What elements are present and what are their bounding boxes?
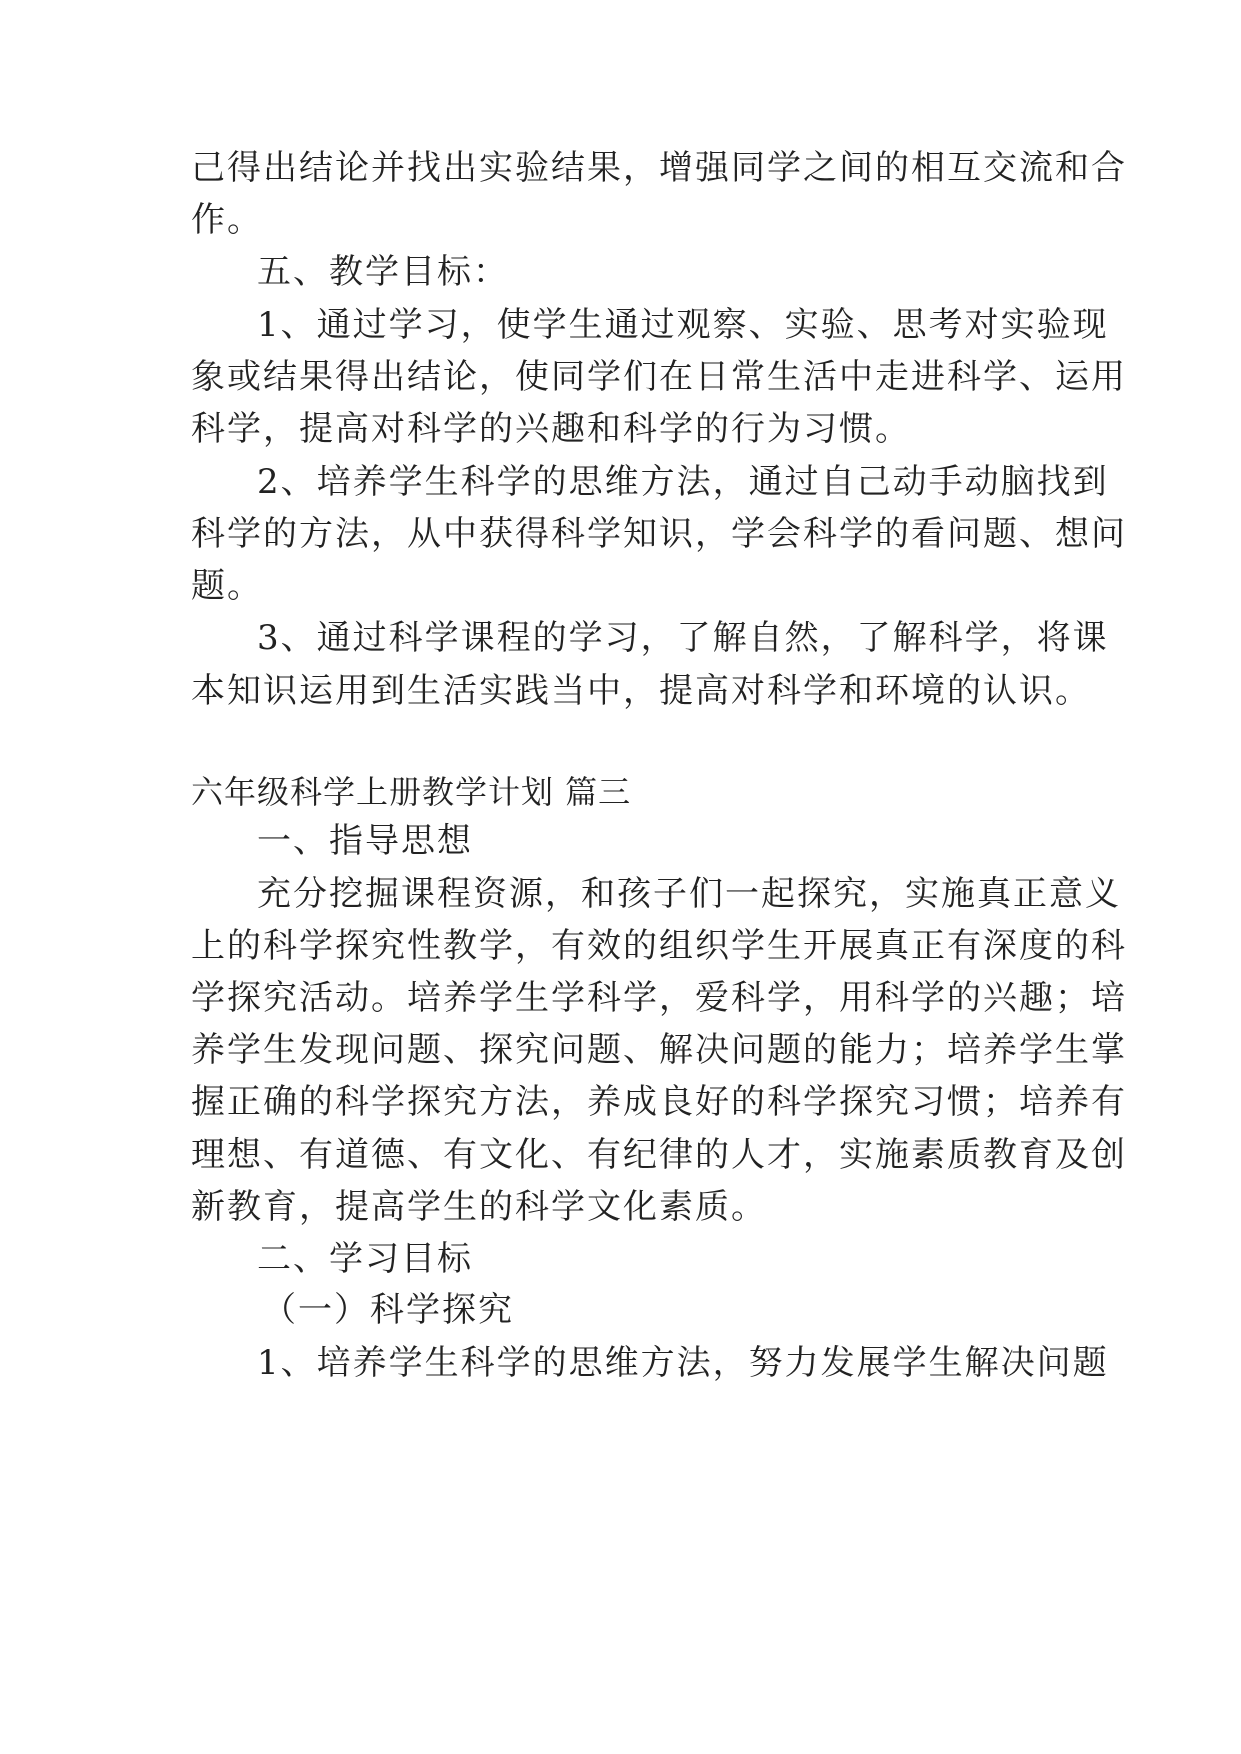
subsection-heading: （一）科学探究 bbox=[262, 1290, 514, 1330]
section-heading: 一、指导思想 bbox=[257, 821, 473, 861]
text-line: 本知识运用到生活实践当中，提高对科学和环境的认识。 bbox=[191, 671, 1091, 711]
text-line: 科学，提高对科学的兴趣和科学的行为习惯。 bbox=[191, 409, 911, 449]
section-heading: 五、教学目标： bbox=[257, 252, 509, 292]
text-line: 学探究活动。培养学生学科学，爱科学，用科学的兴趣；培 bbox=[191, 978, 1127, 1018]
text-line: 象或结果得出结论，使同学们在日常生活中走进科学、运用 bbox=[191, 357, 1127, 397]
text-line: 1、培养学生科学的思维方法，努力发展学生解决问题 bbox=[257, 1343, 1109, 1383]
text-line: 1、通过学习，使学生通过观察、实验、思考对实验现 bbox=[257, 305, 1109, 345]
text-line: 上的科学探究性教学，有效的组织学生开展真正有深度的科 bbox=[191, 926, 1127, 966]
text-line: 充分挖掘课程资源，和孩子们一起探究，实施真正意义 bbox=[257, 874, 1121, 914]
text-line: 养学生发现问题、探究问题、解决问题的能力；培养学生掌 bbox=[191, 1030, 1127, 1070]
article-title: 六年级科学上册教学计划 篇三 bbox=[191, 773, 632, 811]
text-line: 新教育，提高学生的科学文化素质。 bbox=[191, 1187, 767, 1227]
text-line: 题。 bbox=[191, 566, 263, 606]
text-line: 3、通过科学课程的学习，了解自然，了解科学，将课 bbox=[257, 618, 1109, 658]
text-line: 科学的方法，从中获得科学知识，学会科学的看问题、想问 bbox=[191, 514, 1127, 554]
text-line: 握正确的科学探究方法，养成良好的科学探究习惯；培养有 bbox=[191, 1082, 1127, 1122]
text-line: 己得出结论并找出实验结果，增强同学之间的相互交流和合 bbox=[191, 148, 1127, 188]
text-line: 作。 bbox=[191, 200, 263, 240]
text-line: 2、培养学生科学的思维方法，通过自己动手动脑找到 bbox=[257, 462, 1109, 502]
section-heading: 二、学习目标 bbox=[257, 1239, 473, 1279]
text-line: 理想、有道德、有文化、有纪律的人才，实施素质教育及创 bbox=[191, 1135, 1127, 1175]
